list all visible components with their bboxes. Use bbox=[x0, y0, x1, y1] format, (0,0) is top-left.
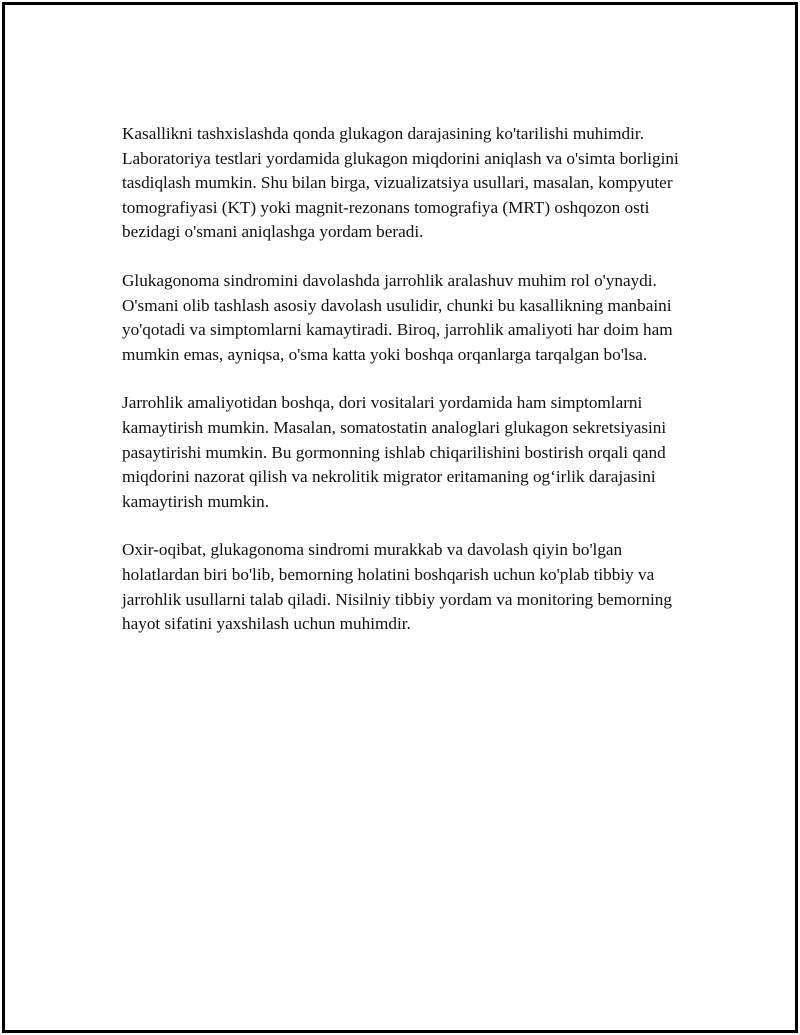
paragraph-conclusion: Oxir-oqibat, glukagonoma sindromi murakkab va davolash qiyin bo'lgan holatlardan biri bo'lib, bemorning holatini boshqarish uchun ko'plab tibbiy va jarrohlik usullarni talab qiladi. Nisilniy tibbiy yordam va monitoring bemorning hayot sifatini yaxshilash uchun muhimdir. bbox=[122, 540, 672, 634]
page-frame bbox=[2, 2, 798, 1033]
paragraph-medication: Jarrohlik amaliyotidan boshqa, dori vositalari yordamida ham simptomlarni kamaytirish mumkin. Masalan, somatostatin analoglari glukagon sekretsiyasini pasaytirishi mumkin. Bu gormonning ishlab chiqarilishini bostirish orqali qand miqdorini nazorat qilish va nekrolitik migrator eritamaning og‘irlik darajasini kamaytirish mumkin. bbox=[122, 393, 667, 511]
document-body bbox=[122, 122, 694, 661]
paragraph-surgical-treatment: Glukagonoma sindromini davolashda jarrohlik aralashuv muhim rol o'ynaydi. O'smani olib tashlash asosiy davolash usulidir, chunki bu kasallikning manbaini yo'qotadi va simptomlarni kamaytiradi. Biroq, jarrohlik amaliyoti har doim ham mumkin emas, ayniqsa, o'sma katta yoki boshqa orqanlarga tarqalgan bo'lsa. bbox=[122, 270, 673, 364]
paragraph-diagnosis: Kasallikni tashxislashda qonda glukagon darajasining ko'tarilishi muhimdir. Laboratoriya testlari yordamida glukagon miqdorini aniqlash va o'simta borligini tasdiqlash mumkin. Shu bilan birga, vizualizatsiya usullari, masalan, kompyuter tomografiyasi (KT) yoki magnit-rezonans tomografiya (MRT) oshqozon osti bezidagi o'smani aniqlashga yordam beradi. bbox=[122, 124, 679, 242]
